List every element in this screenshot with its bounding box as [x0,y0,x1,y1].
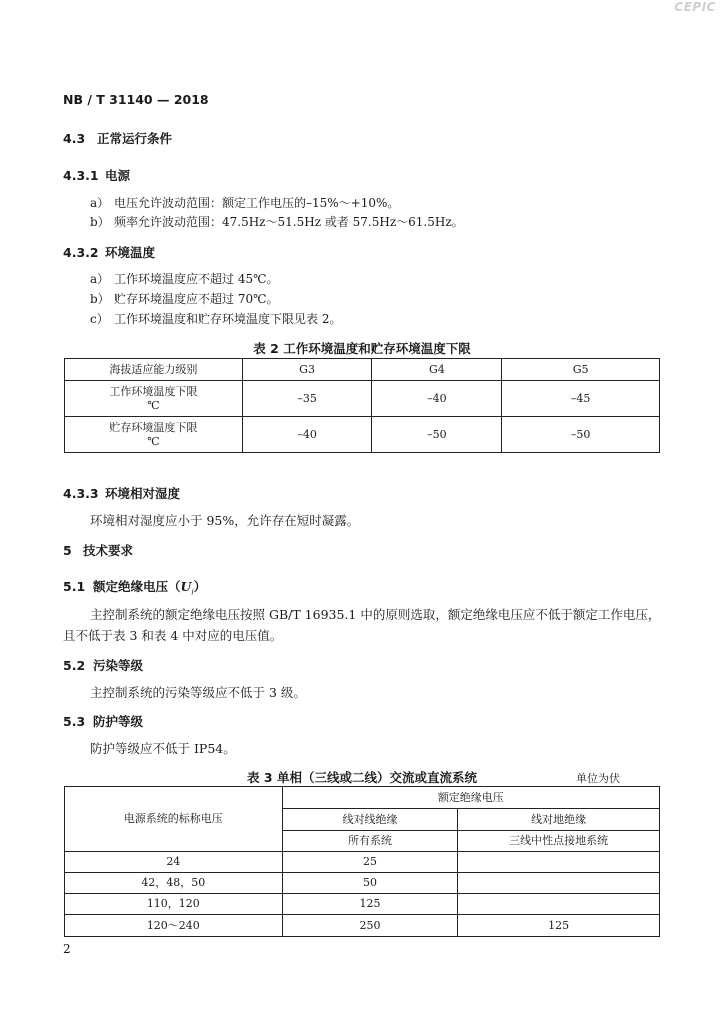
symbol-subscript: i [191,587,194,597]
section-title: 污染等级 [93,658,144,673]
row-label-line: 贮存环境温度下限 [109,420,198,434]
list-item [90,290,279,307]
paragraph: 主控制系统的污染等级应不低于 3 级。 [90,685,306,700]
table-header-cell: 额定绝缘电压 [282,787,659,809]
list-text: 电压允许波动范围：额定工作电压的–15%～+10%。 [114,196,400,210]
section-number: 4.3 [63,131,86,146]
table-cell: –50 [372,417,502,453]
section-4-3-1-heading [63,166,130,184]
section-title: 环境温度 [105,245,156,260]
section-5-1-heading [63,577,206,597]
section-number: 4.3.1 [63,168,99,183]
section-number: 5 [63,543,72,558]
table-cell: –45 [502,381,660,417]
section-title: 技术要求 [83,543,134,558]
table-cell: 42，48，50 [65,873,283,894]
table-2-caption: 表 2 工作环境温度和贮存环境温度下限 [253,341,471,356]
table-row-label [65,417,243,453]
table-cell [458,873,660,894]
table-cell: –35 [242,381,372,417]
section-number: 4.3.2 [63,245,99,260]
page-number: 2 [63,942,71,956]
section-number: 4.3.3 [63,486,99,501]
table-header-cell: G3 [242,359,372,381]
table-header-cell: 三线中性点接地系统 [458,831,660,852]
list-marker: c） [90,312,109,326]
section-5-2-heading [63,656,143,674]
table-header-row [65,359,660,381]
list-text: 工作环境温度和贮存环境温度下限见表 2。 [114,312,342,326]
table-cell: –40 [242,417,372,453]
row-label-unit: ℃ [147,434,160,448]
section-title-close: ） [193,579,207,594]
section-number: 5.3 [63,714,86,729]
section-5-heading [63,541,133,559]
table-cell: 250 [282,915,458,937]
paragraph: 防护等级应不低于 IP54。 [90,741,236,756]
section-4-3-3-heading [63,484,180,502]
table-row [65,417,660,453]
table-cell: 125 [282,894,458,915]
paragraph-line: 主控制系统的额定绝缘电压按照 GB/T 16935.1 中的原则选取，额定绝缘电压应不低于额定工作电压， [90,607,661,622]
table-row [65,381,660,417]
table-header-cell: 电源系统的标称电压 [65,787,283,852]
paragraph-line: 且不低于表 3 和表 4 中对应的电压值。 [63,628,283,643]
table-cell: 24 [65,852,283,873]
section-number: 5.1 [63,579,86,594]
list-text: 工作环境温度应不超过 45℃。 [114,272,279,286]
section-title: 电源 [105,168,131,183]
paragraph: 环境相对湿度应小于 95%，允许存在短时凝露。 [90,513,360,528]
list-text: 频率允许波动范围：47.5Hz～51.5Hz 或者 57.5Hz～61.5Hz。 [114,215,464,229]
table-header-cell: G5 [502,359,660,381]
section-title: 正常运行条件 [97,131,173,146]
section-4-3-heading [63,129,172,147]
table-3-caption: 表 3 单相（三线或二线）交流或直流系统 [247,770,477,785]
list-item [90,213,464,230]
list-item [90,270,279,287]
symbol-u: U [180,579,192,594]
list-marker: a） [90,196,110,210]
table-row [65,873,660,894]
table-header-cell: 海拔适应能力级别 [65,359,243,381]
row-label-unit: ℃ [147,398,160,412]
table-3-unit: 单位为伏 [576,772,620,785]
list-marker: a） [90,272,110,286]
section-number: 5.2 [63,658,86,673]
row-label-line: 工作环境温度下限 [109,384,198,398]
table-cell: –50 [502,417,660,453]
table-3 [64,786,660,937]
section-5-3-heading [63,712,143,730]
table-cell [458,894,660,915]
table-2 [64,358,660,453]
table-cell: –40 [372,381,502,417]
table-cell: 50 [282,873,458,894]
table-cell: 120～240 [65,915,283,937]
table-header-cell: G4 [372,359,502,381]
section-title: 环境相对湿度 [105,486,181,501]
table-row [65,852,660,873]
list-marker: b） [90,215,110,229]
document-code: NB / T 31140 — 2018 [63,92,209,107]
table-cell [458,852,660,873]
table-cell: 25 [282,852,458,873]
table-cell: 125 [458,915,660,937]
watermark-logo: CEPIC [674,0,716,14]
table-header-row [65,787,660,809]
section-title: 额定绝缘电压（ [93,579,181,594]
table-header-cell: 线对地绝缘 [458,809,660,831]
table-cell: 110，120 [65,894,283,915]
section-title: 防护等级 [93,714,144,729]
table-row-label [65,381,243,417]
table-row [65,915,660,937]
table-row [65,894,660,915]
table-header-cell: 所有系统 [282,831,458,852]
table-header-cell: 线对线绝缘 [282,809,458,831]
list-text: 贮存环境温度应不超过 70℃。 [114,292,279,306]
list-item [90,310,341,327]
section-4-3-2-heading [63,243,155,261]
list-item [90,194,399,211]
list-marker: b） [90,292,110,306]
